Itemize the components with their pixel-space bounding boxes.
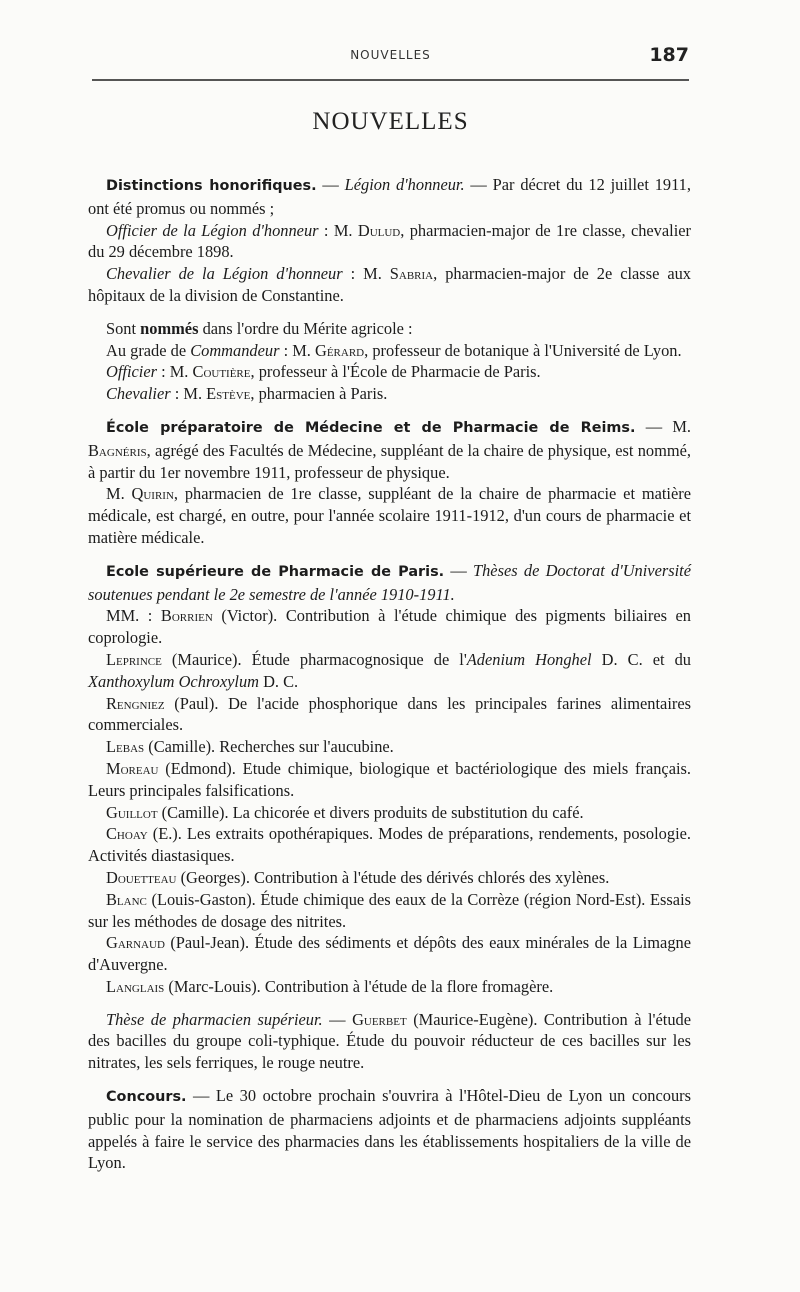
- merite-commandeur: Au grade de Commandeur : M. Gérard, professeur de botanique à l'Université de Lyon.: [106, 340, 682, 360]
- paragraph-text: , pharmacien à Paris.: [250, 384, 388, 404]
- person-name: Choay: [106, 824, 148, 844]
- distinctions-officier: Officier de la Légion d'honneur : M. Dulud, pharmacien-major de 1re classe, chevalier du 29 décembre 1898.: [88, 220, 691, 262]
- person-name: Guillot: [106, 802, 158, 822]
- running-header: [92, 44, 689, 72]
- person-name: Dulud: [357, 220, 401, 240]
- emphasis: Thèse de pharmacien supérieur.: [106, 1009, 323, 1029]
- emphasis: Thèses de Doctorat d'Université soutenues pendant le 2e semestre de l'année 1910-1911.: [88, 560, 691, 604]
- thesis-item: [88, 889, 691, 933]
- reims-paragraph-2: M. Quirin, pharmacien de 1re classe, suppléant de la chaire de pharmacie et matière médicale, est chargé, en outre, pour l'année scolaire 1911-1912, d'un cours de pharmacie et matière médicale.: [88, 484, 691, 547]
- article-body: [88, 174, 691, 1174]
- person-name: Quirin: [131, 484, 174, 504]
- thesis-item: [88, 758, 691, 802]
- paragraph-text: dans l'ordre du Mérite agricole :: [202, 318, 413, 338]
- merite-intro: [88, 318, 691, 340]
- person-name: Blanc: [106, 889, 147, 909]
- person-name: Lebas: [106, 737, 145, 757]
- person-name: Estève: [206, 384, 251, 404]
- person-name: Gérard: [315, 340, 365, 360]
- paragraph-text: Par décret du 12 juillet 1911, ont été promus ou nommés ;: [88, 175, 691, 218]
- person-name: Moreau: [106, 758, 159, 778]
- emphasis: Chevalier de la Légion d'honneur: [106, 264, 343, 284]
- emphasis: nommés: [140, 318, 199, 338]
- person-name: Rengniez: [106, 693, 165, 713]
- distinctions-chevalier: Chevalier de la Légion d'honneur : M. Sabria, pharmacien-major de 2e classe aux hôpitaux de la division de Constantine.: [88, 264, 691, 305]
- these-superieur: Thèse de pharmacien supérieur. — Guerbet (Maurice-Eugène). Contribution à l'étude des bacilles du groupe coli-typhique. Étude du pouvoir réducteur de ces bacilles sur les nitrates, les sels ferriques, le rouge neutre.: [88, 1009, 692, 1073]
- thesis-text: D. C.: [259, 671, 299, 691]
- person-name: Coutière: [192, 362, 251, 382]
- paris-paragraph: Ecole supérieure de Pharmacie de Paris. — Thèses de Doctorat d'Université soutenues pendant le 2e semestre de l'année 1910-1911.: [88, 560, 691, 604]
- person-name: Langlais: [106, 976, 165, 996]
- merite-chevalier: Chevalier : M. Estève, pharmacien à Paris.: [106, 384, 388, 404]
- thesis-text: (Camille). Recherches sur l'aucubine.: [144, 737, 394, 757]
- person-name: Sabria: [389, 264, 434, 284]
- person-name: Bagnéris: [88, 440, 147, 460]
- person-name: Leprince: [106, 649, 162, 669]
- thesis-text: (Louis-Gaston). Étude chimique des eaux de la Corrèze (région Nord-Est). Essais sur les méthodes de dosage des nitrites.: [88, 889, 691, 931]
- header-rule: [92, 79, 689, 81]
- emphasis: Officier de la Légion d'honneur: [106, 220, 319, 240]
- person-name: Borrien: [160, 606, 213, 626]
- thesis-item: [88, 802, 691, 824]
- paragraph-text: , professeur à l'École de Pharmacie de Paris.: [250, 362, 541, 382]
- emphasis: Chevalier: [106, 384, 171, 404]
- thesis-text: (Marc-Louis). Contribution à l'étude de la flore fromagère.: [164, 976, 554, 996]
- paragraph-text: Sont: [106, 318, 137, 338]
- page-title: NOUVELLES: [312, 108, 469, 135]
- emphasis: Légion d'honneur.: [344, 175, 465, 194]
- thesis-item: [88, 932, 691, 976]
- thesis-item: [88, 867, 691, 889]
- thesis-item: MM. : Borrien (Victor). Contribution à l'étude chimique des pigments biliaires en coprologie.: [88, 606, 691, 648]
- thesis-text: (E.). Les extraits opothérapiques. Modes de préparations, rendements, posologie. Activités diastasiques.: [88, 824, 691, 866]
- section-heading: Concours.: [106, 1089, 187, 1106]
- running-title: NOUVELLES: [350, 48, 431, 62]
- merite-officier: Officier : M. Coutière, professeur à l'École de Pharmacie de Paris.: [106, 362, 541, 382]
- paragraph-text: , pharmacien-major de 1re classe, chevalier du 29 décembre 1898.: [88, 220, 691, 262]
- person-name: Douetteau: [106, 867, 177, 887]
- concours-paragraph: Concours. — Le 30 octobre prochain s'ouvrira à l'Hôtel-Dieu de Lyon un concours public pour la nomination de pharmaciens adjoints et de pharmaciens adjoints suppléants appelés à faire le service des pharmacies dans les établissements hospitaliers de la ville de Lyon.: [88, 1086, 691, 1173]
- section-heading: École préparatoire de Médecine et de Pharmacie de Reims.: [106, 419, 636, 436]
- thesis-text: (Edmond). Etude chimique, biologique et bactériologique des miels français. Leurs principales falsifications.: [88, 758, 691, 800]
- thesis-text: (Victor). Contribution à l'étude chimique des pigments biliaires en coprologie.: [88, 606, 691, 648]
- emphasis: Officier: [106, 362, 157, 382]
- section-heading: Ecole supérieure de Pharmacie de Paris.: [106, 563, 445, 580]
- thesis-text: (Maurice). Étude pharmacognosique de l': [161, 649, 467, 669]
- paragraph-text: Au grade de: [106, 340, 187, 360]
- thesis-item: [88, 823, 691, 867]
- paragraph-text: , professeur de botanique à l'Université de Lyon.: [364, 340, 682, 360]
- distinctions-paragraph: Distinctions honorifiques. — Légion d'honneur. — Par décret du 12 juillet 1911, ont été promus ou nommés ;: [88, 175, 691, 218]
- thesis-text: D. C. et du: [591, 649, 692, 669]
- paragraph-text: , pharmacien-major de 2e classe aux hôpitaux de la division de Constantine.: [88, 264, 691, 305]
- thesis-item: [88, 649, 691, 693]
- person-name: Guerbet: [352, 1009, 407, 1029]
- paragraph-text: , agrégé des Facultés de Médecine, suppléant de la chaire de physique, est nommé, à partir du 1er novembre 1911, professeur de physique.: [88, 440, 691, 482]
- person-name: Garnaud: [106, 933, 165, 953]
- thesis-text: (Paul). De l'acide phosphorique dans les principales farines alimentaires commerciales.: [88, 693, 691, 735]
- emphasis: Xanthoxylum Ochroxylum: [88, 671, 259, 691]
- paragraph-text: (Maurice-Eugène). Contribution à l'étude des bacilles du groupe coli-typhique. Étude du pouvoir réducteur de ces bacilles sur les nitrates, les sels ferriques, le rouge neutre.: [88, 1009, 692, 1073]
- thesis-item: [88, 736, 691, 758]
- reims-paragraph: École préparatoire de Médecine et de Pharmacie de Reims. — M. Bagnéris, agrégé des Facultés de Médecine, suppléant de la chaire de physique, est nommé, à partir du 1er novembre 1911, professeur de physique.: [88, 416, 691, 482]
- thesis-item: [88, 976, 691, 998]
- emphasis: Commandeur: [190, 340, 280, 360]
- thesis-text: (Paul-Jean). Étude des sédiments et dépôts des eaux minérales de la Limagne d'Auvergne.: [88, 933, 691, 975]
- thesis-item: [88, 693, 691, 737]
- paragraph-text: , pharmacien de 1re classe, suppléant de la chaire de pharmacie et matière médicale, est chargé, en outre, pour l'année scolaire 1911-1912, d'un cours de pharmacie et matière médicale.: [88, 484, 691, 547]
- paragraph-text: Le 30 octobre prochain s'ouvrira à l'Hôtel-Dieu de Lyon un concours public pour la nomination de pharmaciens adjoints et de pharmaciens adjoints suppléants appelés à faire le service des pharmacies dans les établissements hospitaliers de la ville de Lyon.: [88, 1086, 691, 1173]
- thesis-text: (Georges). Contribution à l'étude des dérivés chlorés des xylènes.: [176, 867, 610, 887]
- thesis-text: (Camille). La chicorée et divers produits de substitution du café.: [157, 802, 584, 822]
- section-heading: Distinctions honorifiques.: [106, 178, 317, 194]
- emphasis: Adenium Honghel: [466, 649, 592, 669]
- page-number: 187: [649, 44, 689, 66]
